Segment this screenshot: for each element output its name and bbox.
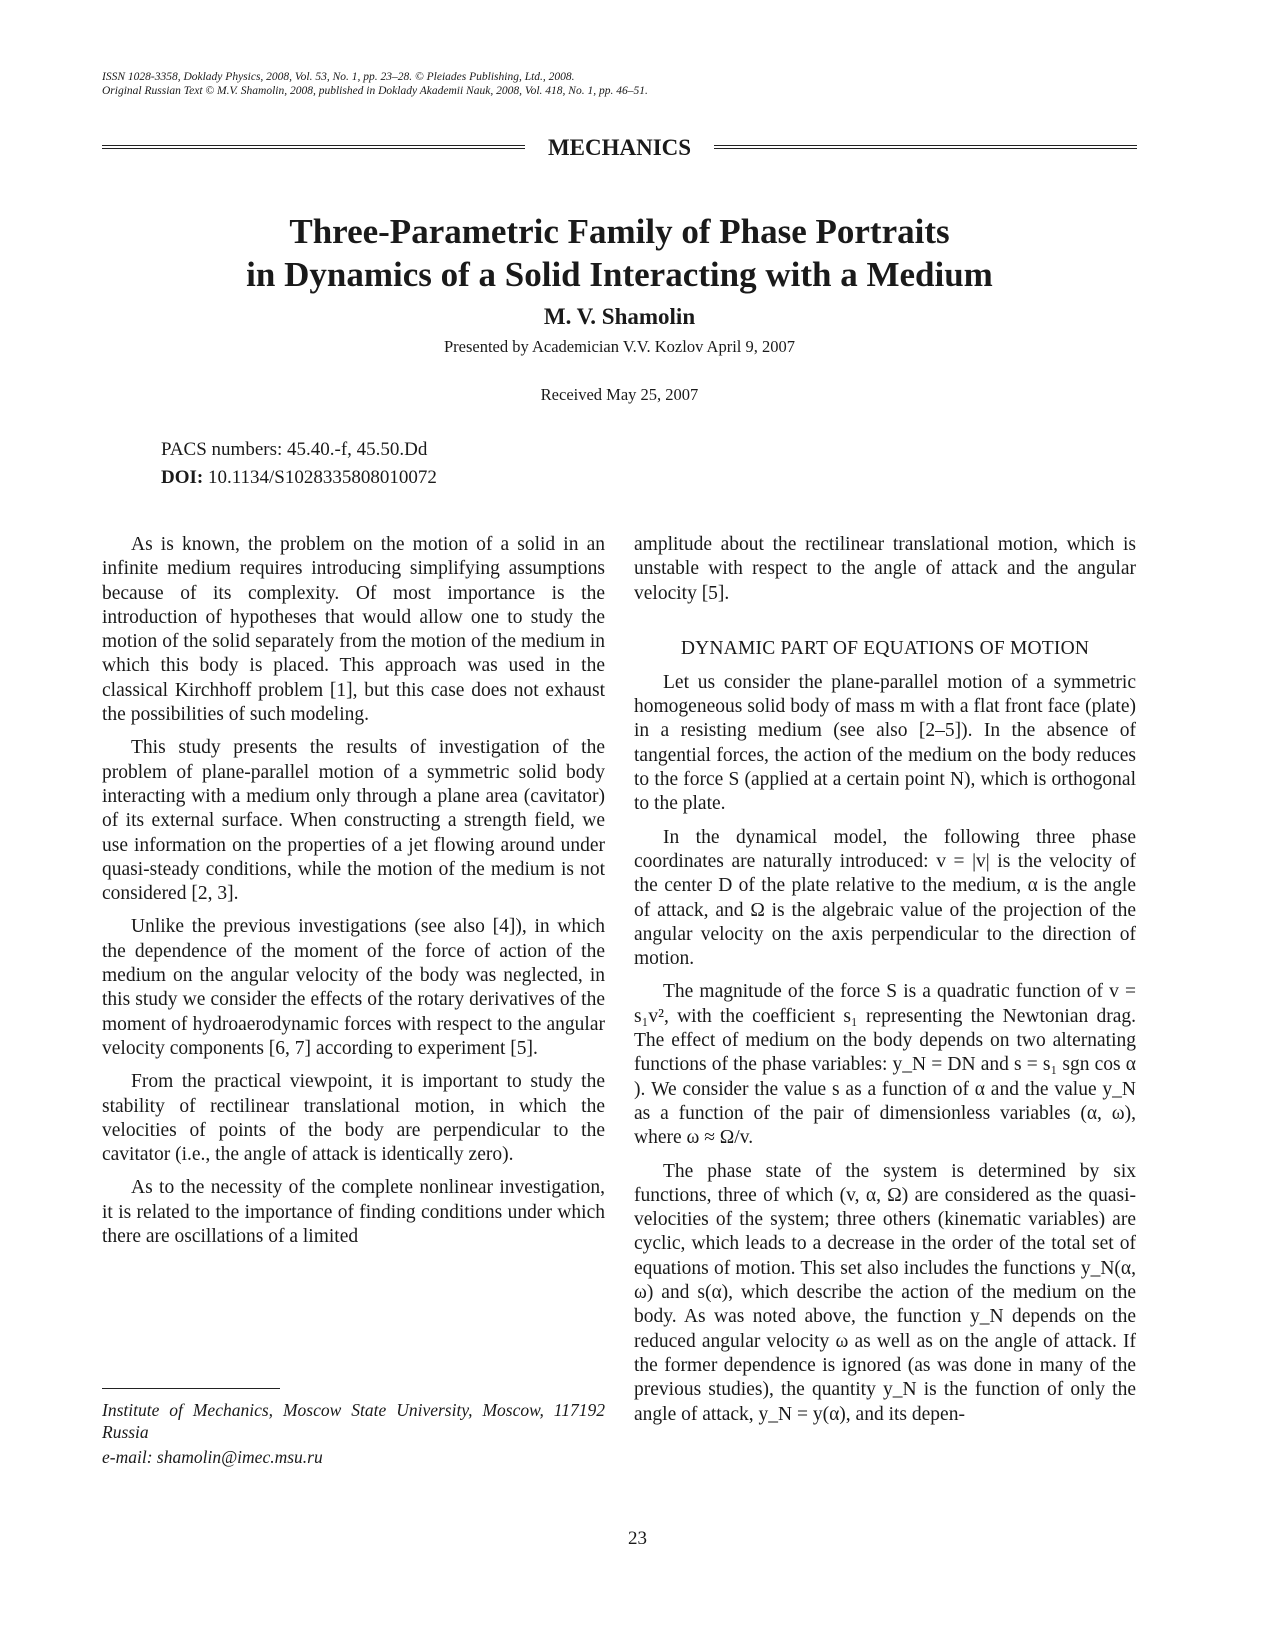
journal-header-line-2: Original Russian Text © M.V. Shamolin, 2008, published in Doklady Akademii Nauk, 2008, Vol. 418, No. 1, pp. 46–51. [102,85,648,97]
paper-title-line-1: Three-Parametric Family of Phase Portraits [289,212,950,251]
right-column [634,533,1136,1436]
body-paragraph: Let us consider the plane-parallel motion of a symmetric homogeneous solid body of mass m with a flat front face (plate) in a resisting medium (see also [2–5]). In the absence of tangential forces, the action of the medium on the body reduces to the force S (applied at a certain point N), which is orthogonal to the plate. [634,671,1136,815]
section-rule-right [714,145,1137,149]
footnote [102,1399,605,1471]
body-paragraph: This study presents the results of investigation of the problem of plane-parallel motion of a symmetric solid body interacting with a medium only through a plane area (cavitator) of its external surface. When constructing a strength field, we use information on the properties of a jet flowing around under quasi-steady conditions, while the motion of the medium is not considered [2, 3]. [102,737,605,905]
body-paragraph: The magnitude of the force S is a quadratic function of v = s₁v², with the coefficient s₁ representing the Newtonian drag. The effect of medium on the body depends on two alternating functions of the phase variables: y_N = DN and s = s₁ sgn cos α ). We consider the value s as a function of α and the value y_N as a function of the pair of dimensionless variables (α, ω), where ω ≈ Ω/v. [634,981,1136,1149]
presented-by: Presented by Academician V.V. Kozlov April 9, 2007 [443,337,796,356]
pacs-numbers: PACS numbers: 45.40.-f, 45.50.Dd [161,439,428,460]
left-column [102,533,605,1258]
body-paragraph: From the practical viewpoint, it is important to study the stability of rectilinear translational motion, in which the velocities of points of the body are perpendicular to the cavitator (i.e., the angle of attack is identically zero). [102,1071,605,1166]
body-paragraph: Unlike the previous investigations (see also [4]), in which the dependence of the moment of the force of action of the medium on the angular velocity of the body was neglected, in this study we consider the effects of the rotary derivatives of the moment of hydroaerodynamic forces with respect to the angular velocity components [6, 7] according to experiment [5]. [102,916,605,1059]
received-date: Received May 25, 2007 [540,385,699,404]
doi-link[interactable]: 10.1134/S1028335808010072 [207,467,437,488]
page-number: 23 [628,1528,647,1549]
doi-label: DOI: [161,467,204,488]
section-heading: DYNAMIC PART OF EQUATIONS OF MOTION [680,637,1090,659]
section-rule-left [102,145,525,149]
paper-title [102,210,1137,296]
journal-header-line-1: ISSN 1028-3358, Doklady Physics, 2008, Vol. 53, No. 1, pp. 23–28. © Pleiades Publishing, Ltd., 2008. [102,71,575,83]
body-paragraph: The phase state of the system is determined by six functions, three of which (v, α, Ω) are considered as the quasi-velocities of the system; three others (kinematic variables) are cyclic, which leads to a decrease in the order of the total set of equations of motion. This set also includes the functions y_N(α, ω) and s(α), which describe the action of the medium on the body. As was noted above, the function y_N depends on the reduced angular velocity ω as well as on the angle of attack. If the former dependence is ignored (as was done in many of the previous studies), the quantity y_N is the function of only the angle of attack, y_N = y(α), and its depen- [634,1160,1136,1425]
doi-line [161,466,437,490]
journal-header [102,70,648,98]
body-paragraph: As is known, the problem on the motion of a solid in an infinite medium requires introducing simplifying assumptions because of its complexity. Of most importance is the introduction of hypotheses that would allow one to study the motion of the solid separately from the motion of the medium in which this body is placed. This approach was used in the classical Kirchhoff problem [1], but this case does not exhaust the possibilities of such modeling. [102,534,605,726]
section-banner [102,134,1137,164]
footnote-email[interactable]: e-mail: shamolin@imec.msu.ru [102,1447,323,1467]
section-label: MECHANICS [547,135,692,160]
body-paragraph: As to the necessity of the complete nonlinear investigation, it is related to the importance of finding conditions under which there are oscillations of a limited [102,1177,605,1248]
author-name: M. V. Shamolin [543,304,696,329]
body-paragraph: amplitude about the rectilinear translational motion, which is unstable with respect to the angle of attack and the angular velocity [5]. [634,534,1136,604]
footnote-affiliation: Institute of Mechanics, Moscow State University, Moscow, 117192 Russia [102,1400,605,1442]
body-paragraph: In the dynamical model, the following three phase coordinates are naturally introduced: v = |v| is the velocity of the center D of the plate relative to the medium, α is the angle of attack, and Ω is the algebraic value of the projection of the angular velocity on the axis perpendicular to the direction of motion. [634,826,1136,970]
paper-title-line-2: in Dynamics of a Solid Interacting with a Medium [246,255,993,294]
footnote-divider [102,1388,280,1389]
